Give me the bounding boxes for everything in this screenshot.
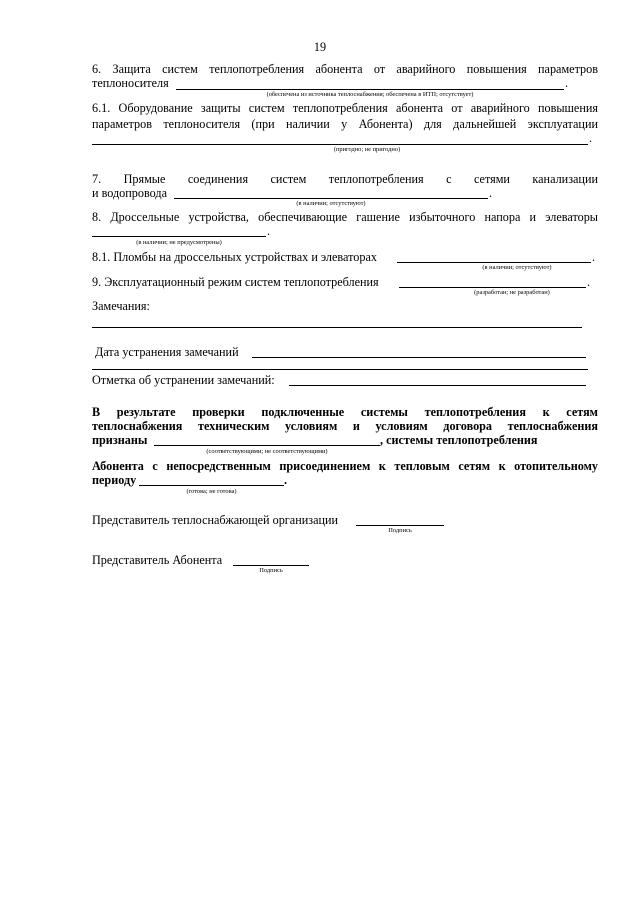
result-compliance-field[interactable]: [154, 445, 380, 446]
section-61-line2: параметров теплоносителя (при наличии у Абонента) для дальнейшей эксплуатации: [92, 117, 598, 131]
result-line2: теплоснабжения техническим условиям и условиям договора теплоснабжения: [92, 419, 598, 433]
remarks-mark-label: Отметка об устранении замечаний:: [92, 373, 275, 387]
section-7-end: .: [489, 186, 493, 200]
section-6-line2: теплоносителя: [92, 76, 169, 90]
supplier-rep-label: Представитель теплоснабжающей организации: [92, 513, 339, 527]
remarks-mark-field[interactable]: [289, 385, 586, 386]
remarks-extra-line[interactable]: [92, 369, 588, 370]
subscriber-signature-hint: Подпись: [259, 567, 283, 574]
remarks-label: Замечания:: [92, 299, 150, 313]
section-6-line1: 6. Защита систем теплопотребления абонента от аварийного повышения параметров: [92, 62, 598, 76]
result-readiness-field[interactable]: [139, 485, 284, 486]
supplier-signature-hint: Подпись: [388, 527, 412, 534]
remarks-field[interactable]: [92, 327, 582, 328]
section-7-line2: и водопровода: [92, 186, 168, 200]
section-6-hint: (обеспечена из источника теплоснабжения; обеспечена в ИТП; отсутствует): [266, 91, 474, 98]
section-61-line1: 6.1. Оборудование защиты систем теплопотребления абонента от аварийного повышения: [92, 101, 598, 115]
section-61-field[interactable]: [92, 144, 588, 145]
result-compliance-hint: (соответствующими; не соответствующими): [206, 448, 328, 455]
result-line1: В результате проверки подключенные системы теплопотребления к сетям: [92, 405, 598, 419]
subscriber-signature-field[interactable]: [233, 565, 309, 566]
section-61-hint: (пригодно; не пригодно): [333, 146, 401, 153]
remarks-date-label: Дата устранения замечаний: [95, 345, 239, 359]
result-line5-a: периоду: [92, 473, 137, 487]
section-9-label: 9. Эксплуатационный режим систем теплопотребления: [92, 275, 379, 289]
section-9-end: .: [587, 275, 591, 289]
section-81-label: 8.1. Пломбы на дроссельных устройствах и элеваторах: [92, 250, 377, 264]
result-readiness-hint: (готова; не готова): [186, 488, 237, 495]
section-7-hint: (в наличии; отсутствуют): [296, 200, 366, 207]
section-8-line1: 8. Дроссельные устройства, обеспечивающие гашение избыточного напора и элеваторы: [92, 210, 598, 224]
section-81-field[interactable]: [397, 262, 591, 263]
result-line4: Абонента с непосредственным присоединением к тепловым сетям к отопительному: [92, 459, 598, 473]
section-81-end: .: [592, 250, 596, 264]
page-number: 19: [313, 40, 327, 54]
supplier-signature-field[interactable]: [356, 525, 444, 526]
subscriber-rep-label: Представитель Абонента: [92, 553, 223, 567]
section-9-hint: (разработан; не разработан): [474, 289, 550, 296]
section-6-end: .: [565, 76, 569, 90]
section-8-field[interactable]: [92, 236, 266, 237]
section-9-field[interactable]: [399, 287, 586, 288]
section-7-line1: 7. Прямые соединения систем теплопотребления с сетями канализации: [92, 172, 598, 186]
section-61-end: .: [589, 131, 593, 145]
section-81-hint: (в наличии; отсутствуют): [482, 264, 552, 271]
remarks-date-field[interactable]: [252, 357, 586, 358]
result-line3-b: , системы теплопотребления: [380, 433, 538, 447]
section-8-end: .: [267, 224, 271, 238]
section-7-field[interactable]: [174, 198, 488, 199]
result-line5-b: .: [284, 473, 288, 487]
section-6-field[interactable]: [176, 89, 564, 90]
section-8-hint: (в наличии; не предусмотрены): [136, 239, 222, 246]
result-line3-a: признаны: [92, 433, 148, 447]
